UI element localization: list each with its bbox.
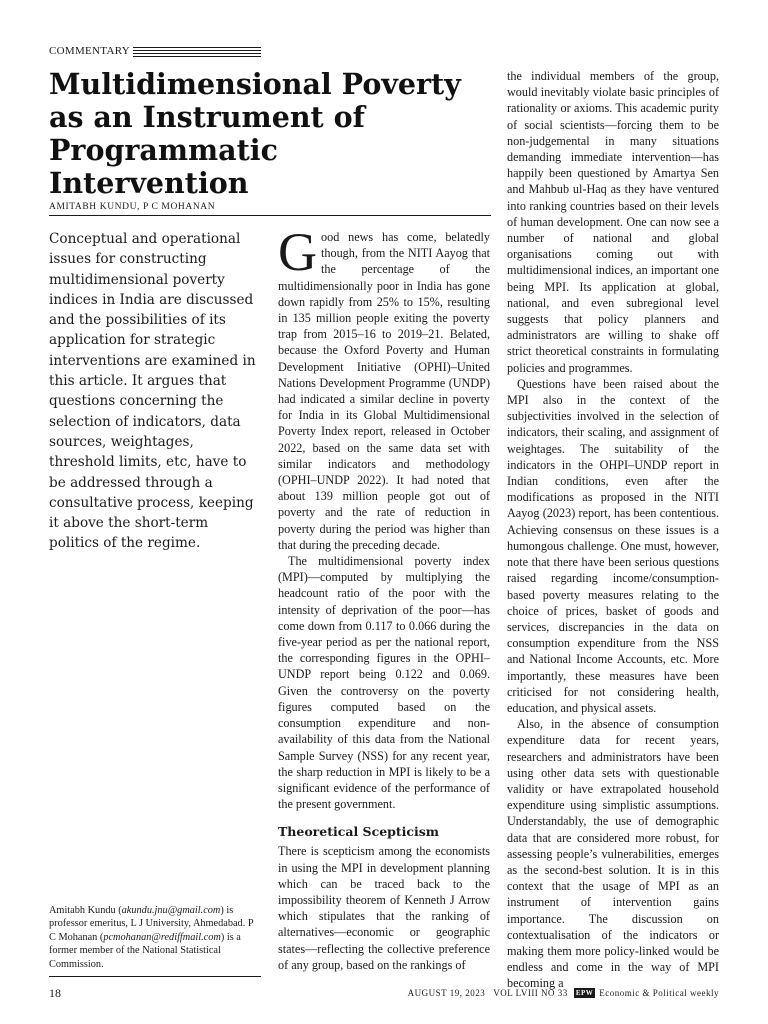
body-paragraph: The multidimensional poverty index (MPI)—computed by multiplying the headcount ratio of the poor with the intensity of deprivation of the poor—has come down from 0.117 to 0.066 during the five-year period as per the national report, the corresponding figures in the OPHI–UNDP report being 0.122 and 0.069. Given the controversy on the poverty figures computed based on the consumption expenditure and non-availability of this data from the National Sample Survey (NSS) for any recent year, the sharp reduction in MPI is likely to be a significant evidence of the performance of the present government.	[278, 554, 490, 812]
body-column-2	[278, 222, 490, 973]
issue-volume: VOL LVIII NO 33	[493, 988, 568, 998]
section-subheading: Theoretical Scepticism	[278, 824, 440, 840]
footnote-text: Amitabh Kundu (	[49, 905, 122, 916]
article-abstract: Conceptual and operational issues for constructing multidimensional poverty indices in India are discussed and the possibilities of its application for strategic interventions are examined in this article. It argues that questions concerning the selection of indicators, data sources, weightages, threshold limits, etc, have to be addressed through a consultative process, keeping it above the short-term politics of the regime.	[49, 231, 256, 552]
author-footnote	[49, 904, 261, 977]
page-number: 18	[49, 986, 61, 1000]
body-paragraph: the individual members of the group, would inevitably violate basic principles of rationality or axioms. This academic purity of social scientists—forcing them to be non-judgemental in many situations demanding immediate intervention—has happily been questioned by Amartya Sen and Mahbub ul-Haq as they have ventured into ranking countries based on their levels of human development. One can now see a number of national and global organisations coming out with multidimensional indices, an important one being MPI. Its application at global, national, and even subregional level suggests that policy planners and administrators are willing to shake off strict theoretical constraints in formulating policies and programmes.	[507, 69, 719, 375]
body-column-3	[507, 68, 719, 992]
section-label-text: COMMENTARY	[49, 44, 133, 58]
body-paragraph: There is scepticism among the economists in using the MPI in development planning which can be traced back to the impossibility theorem of Kenneth J Arrow which stipulates that the ranking of alternatives—economic or geographic states—reflecting the collective preference of any group, based on the rankings of	[278, 844, 490, 972]
body-paragraph: Also, in the absence of consumption expenditure data for recent years, researchers and administrators have been using other data sets with questionable validity or have extrapolated household expenditure using simplistic assumptions. Understandably, the use of demographic data that are considered more robust, for assessing people’s vulnerabilities, emerges as the second-best solution. It is in this context that the usage of MPI as an instrument of intervention gains importance. The discussion on contextualisation of the indicators or making them more policy-linked would be endless and come in the way of MPI becoming a	[507, 717, 719, 991]
author-email-link[interactable]: pcmohanan@rediffmail.com	[103, 931, 221, 943]
issue-date: AUGUST 19, 2023	[407, 988, 486, 998]
publication-name: Economic & Political weekly	[599, 988, 719, 998]
body-paragraph-text: ood news has come, belatedly though, from the NITI Aayog that the percentage of the multidimensionally poor in India has gone down rapidly from 25% to 15%, resulting in 135 million people exiting the poverty trap from 2015–16 to 2019–21. Belated, because the Oxford Poverty and Human Development Initiative (OPHI)–United Nations Development Programme (UNDP) had indicated a similar decline in poverty for India in its Global Multidimensional Poverty Index report, released in October 2022, based on the same data set with similar indicators and methodology (OPHI–UNDP 2022). It had noted that about 139 million people got out of poverty and the rate of reduction in poverty during the period was higher than that during the preceding decade.	[278, 230, 490, 552]
body-paragraph: Questions have been raised about the MPI also in the context of the subjectivities involved in the selection of indicators, their scaling, and assignment of weightages. The suitability of the indicators in the OHPI–UNDP report in Indian conditions, even after the modifications as proposed in the NITI Aayog (2023) report, has been contentious. Achieving consensus on these issues is a humongous challenge. One must, however, note that there have been serious questions raised regarding income/consumption-based poverty measures relating to the choice of prices, basket of goods and services, discrepancies in the data on consumption expenditure from the NSS and National Income Accounts, etc. More importantly, these measures have been criticised for not considering health, education, and physical assets.	[507, 376, 719, 715]
body-paragraph	[278, 222, 490, 553]
drop-cap: G	[278, 222, 317, 282]
epw-logo: EPW	[575, 989, 594, 997]
footnote-text: ) is professor emeritus, L J University, Ahmedabad. P C Mohanan (	[49, 905, 254, 943]
footnote-text: ) is a former member of the National Statistical Commission.	[49, 931, 241, 970]
issue-info	[408, 988, 719, 998]
page-footer	[49, 984, 719, 1002]
article-authors: AMITABH KUNDU, P C MOHANAN	[49, 202, 491, 216]
author-email-link[interactable]: akundu.jnu@gmail.com	[121, 905, 221, 916]
section-label	[49, 44, 261, 58]
article-title: Multidimensional Poverty as an Instrument of Programmatic Intervention	[49, 67, 461, 200]
